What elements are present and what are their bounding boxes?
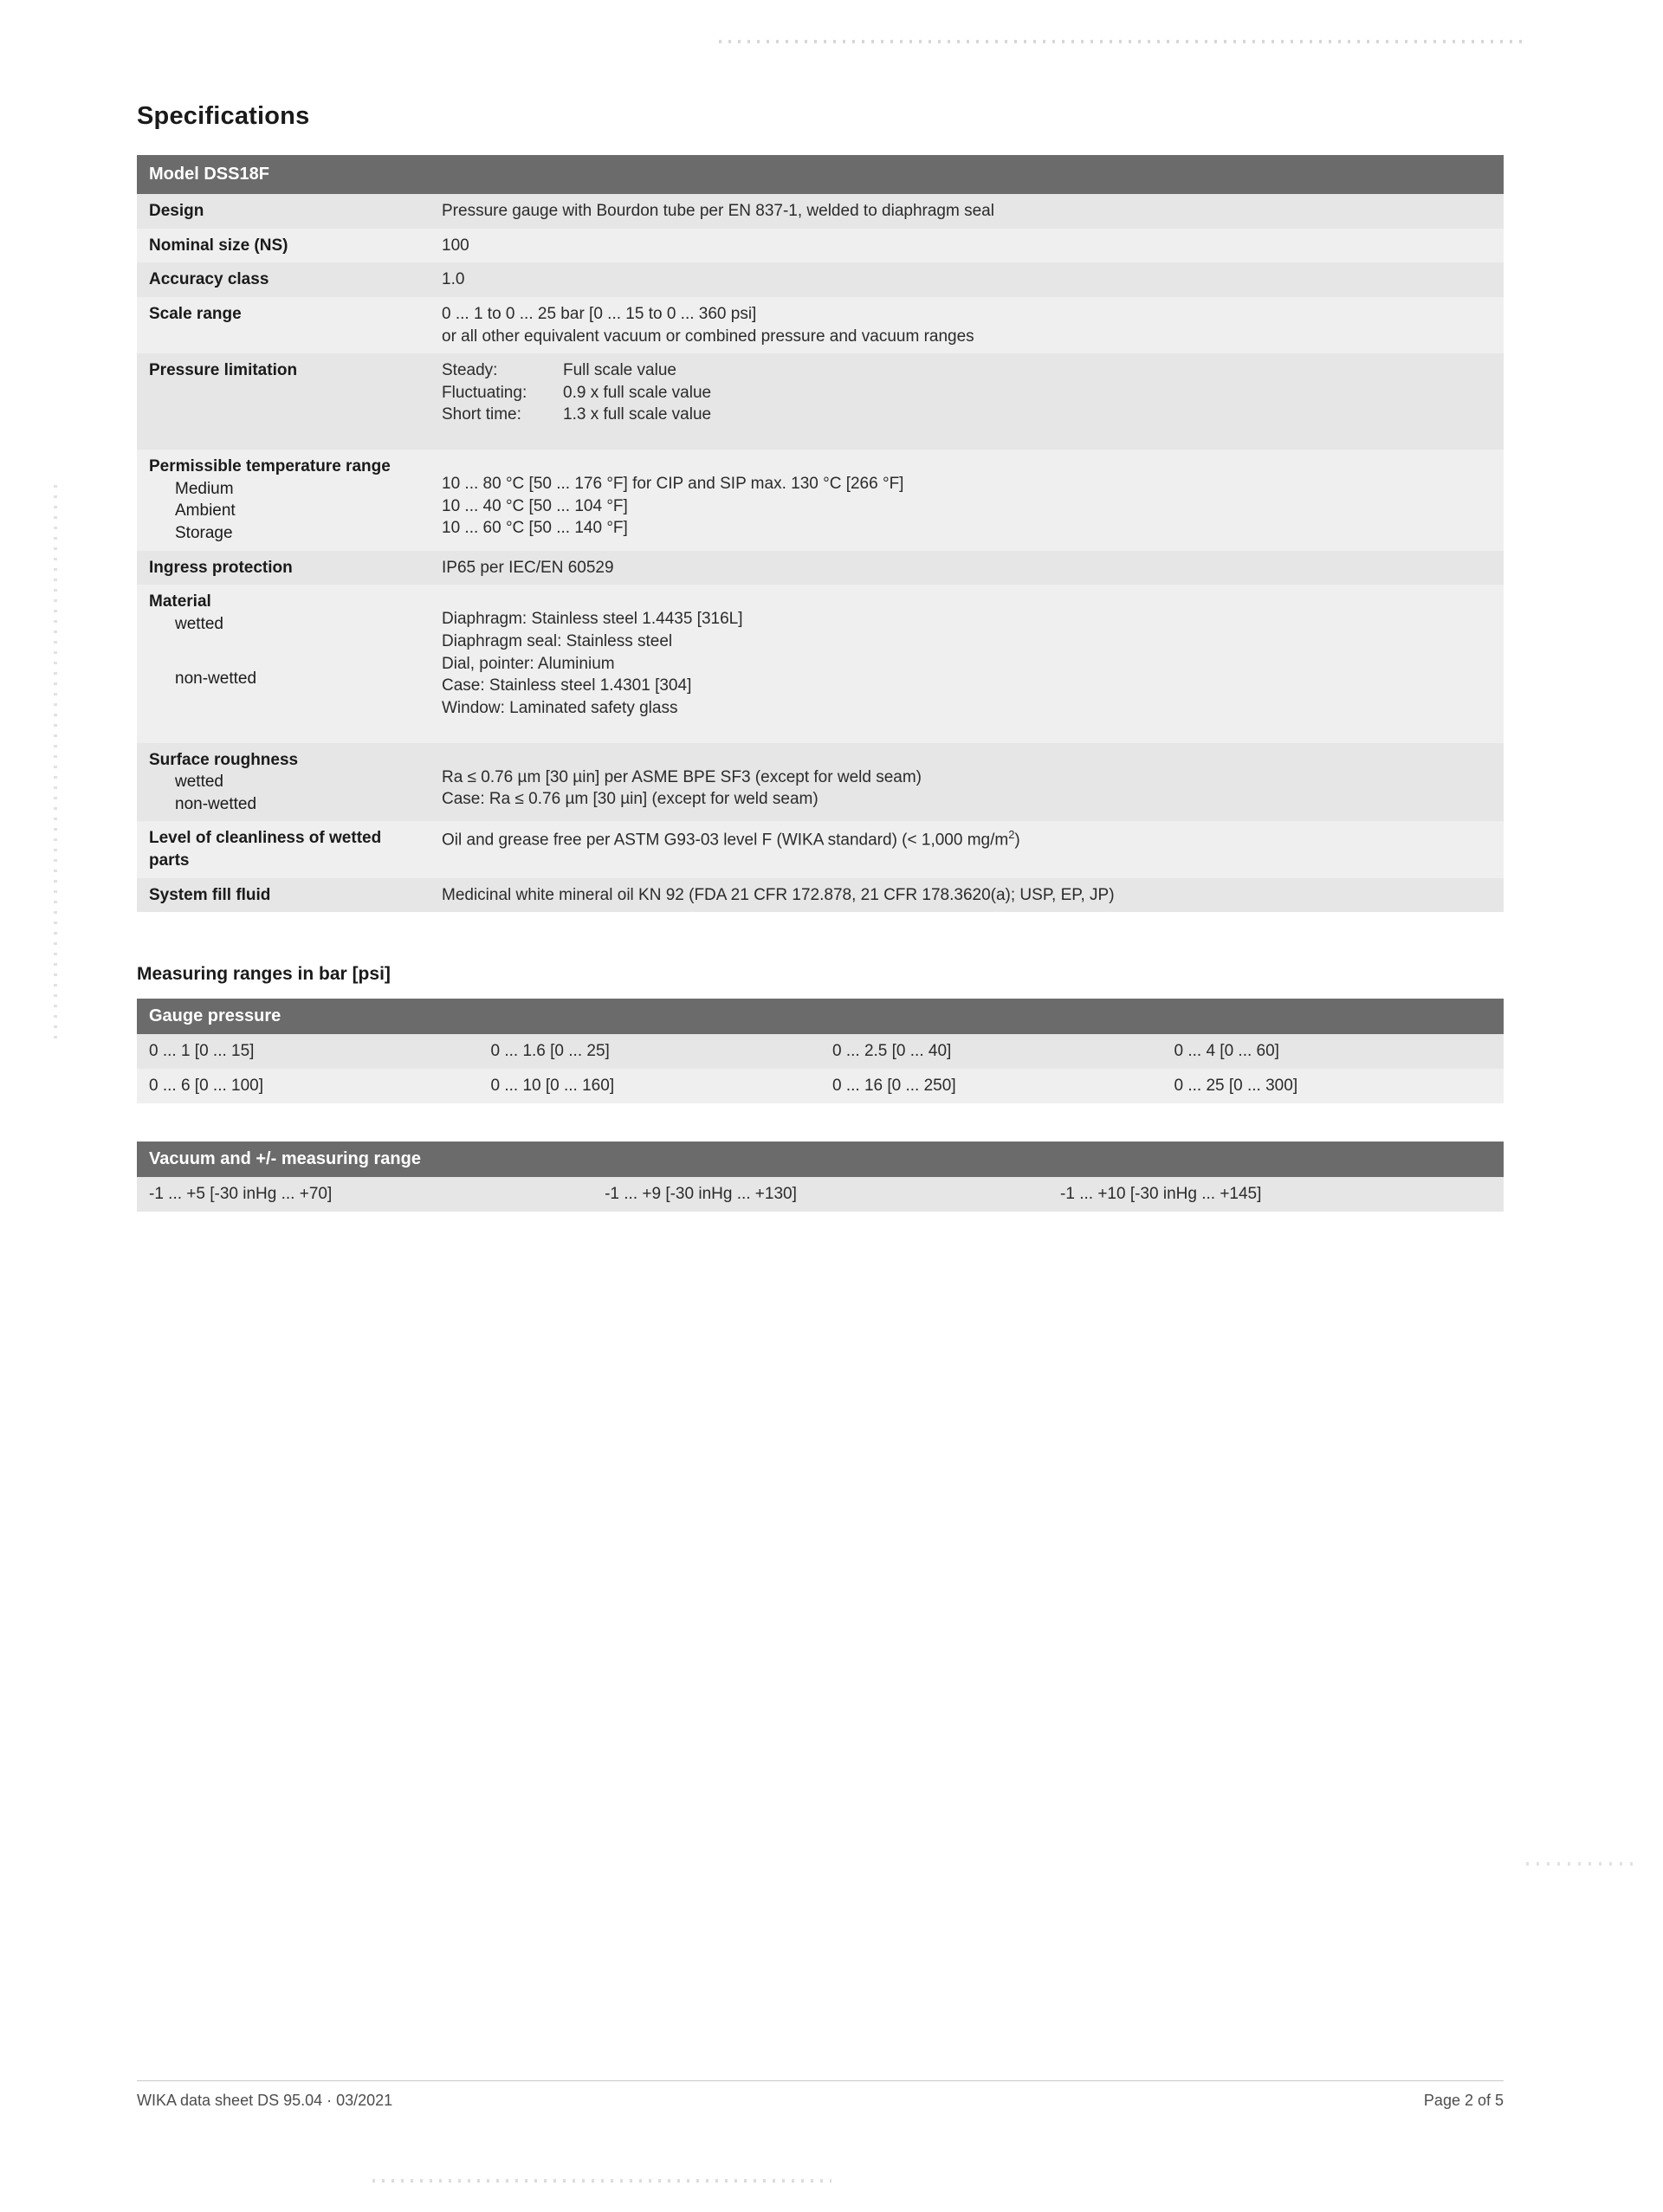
row-label-text: Permissible temperature range xyxy=(149,457,391,476)
row-spacer xyxy=(442,749,1492,766)
table-header-row xyxy=(137,155,1504,194)
table-header-label: Model DSS18F xyxy=(137,155,1504,194)
row-spacer xyxy=(442,426,1492,443)
range-cell: 0 ... 1.6 [0 ... 25] xyxy=(479,1034,821,1069)
table-header-row xyxy=(137,1142,1504,1177)
gauge-pressure-table xyxy=(137,999,1504,1103)
item-value: 0.9 x full scale value xyxy=(563,383,712,402)
range-cell: 0 ... 4 [0 ... 60] xyxy=(1162,1034,1504,1069)
row-label: Pressure limitation xyxy=(137,353,430,450)
row-sublabel: wetted xyxy=(175,773,223,792)
table-row xyxy=(137,1177,1504,1212)
table-row xyxy=(137,262,1504,297)
row-label-text: Surface roughness xyxy=(149,750,299,769)
row-value xyxy=(430,743,1504,822)
row-label: System fill fluid xyxy=(137,878,430,913)
range-cell: 0 ... 16 [0 ... 250] xyxy=(820,1069,1162,1103)
row-sublabel: Storage xyxy=(175,524,233,543)
value-line: 10 ... 80 °C [50 ... 176 °F] for CIP and SIP max. 130 °C [266 °F] xyxy=(442,475,904,494)
row-value xyxy=(430,450,1504,551)
value-line: 10 ... 40 °C [50 ... 104 °F] xyxy=(442,496,628,515)
range-cell: 0 ... 1 [0 ... 15] xyxy=(137,1034,479,1069)
row-spacer xyxy=(442,591,1492,608)
row-value xyxy=(430,585,1504,742)
table-row xyxy=(137,229,1504,263)
row-sublabel: non-wetted xyxy=(175,669,257,688)
range-cell: 0 ... 25 [0 ... 300] xyxy=(1162,1069,1504,1103)
table-row xyxy=(137,585,1504,742)
page-footer xyxy=(137,2080,1504,2110)
row-value: 1.0 xyxy=(430,262,1504,297)
row-label-text: Material xyxy=(149,592,211,611)
table-header-label: Gauge pressure xyxy=(137,999,1504,1034)
range-cell: 0 ... 2.5 [0 ... 40] xyxy=(820,1034,1162,1069)
table-row xyxy=(137,1069,1504,1103)
range-cell: 0 ... 10 [0 ... 160] xyxy=(479,1069,821,1103)
pressure-limitation-item xyxy=(442,404,1492,426)
item-key: Short time: xyxy=(442,405,521,424)
table-row xyxy=(137,297,1504,353)
value-line: Diaphragm: Stainless steel 1.4435 [316L] xyxy=(442,610,743,629)
row-label: Accuracy class xyxy=(137,262,430,297)
row-sublabel: Medium xyxy=(175,479,234,498)
row-sublabel: wetted xyxy=(175,614,223,633)
row-value: IP65 per IEC/EN 60529 xyxy=(430,551,1504,585)
item-key: Steady: xyxy=(442,361,498,380)
vacuum-range-table xyxy=(137,1142,1504,1212)
row-label: Level of cleanliness of wetted parts xyxy=(137,821,430,877)
row-label xyxy=(137,585,430,742)
value-line: or all other equivalent vacuum or combined pressure and vacuum ranges xyxy=(442,327,974,346)
row-value xyxy=(430,297,1504,353)
value-line: Diaphragm seal: Stainless steel xyxy=(442,631,673,650)
row-label: Ingress protection xyxy=(137,551,430,585)
row-value: Pressure gauge with Bourdon tube per EN 837-1, welded to diaphragm seal xyxy=(430,194,1504,229)
pressure-limitation-item xyxy=(442,359,1492,382)
row-label xyxy=(137,743,430,822)
value-line: Case: Stainless steel 1.4301 [304] xyxy=(442,676,692,695)
section-gap xyxy=(137,912,1504,964)
specifications-table xyxy=(137,155,1504,912)
measuring-ranges-title: Measuring ranges in bar [psi] xyxy=(137,964,391,985)
row-spacer xyxy=(442,720,1492,737)
row-label: Design xyxy=(137,194,430,229)
document-content xyxy=(137,102,1504,1212)
row-value: Oil and grease free per ASTM G93-03 level F (WIKA standard) (< 1,000 $mg/m^2$) xyxy=(430,821,1504,877)
value-line: Dial, pointer: Aluminium xyxy=(442,654,615,673)
decorative-dots-bottom xyxy=(372,2179,832,2183)
decorative-dots-top xyxy=(719,40,1524,43)
table-row xyxy=(137,878,1504,913)
page-title: Specifications xyxy=(137,102,310,130)
footer-left-text: WIKA data sheet DS 95.04 · 03/2021 xyxy=(137,2092,393,2109)
table-header-row xyxy=(137,999,1504,1034)
row-value: Medicinal white mineral oil KN 92 (FDA 21 CFR 172.878, 21 CFR 178.3620(a); USP, EP, JP) xyxy=(430,878,1504,913)
pressure-limitation-list xyxy=(442,359,1492,426)
row-sublabel: Ambient xyxy=(175,501,236,521)
table-header-label: Vacuum and +/- measuring range xyxy=(137,1142,1504,1177)
item-value: 1.3 x full scale value xyxy=(563,405,712,424)
row-label xyxy=(137,450,430,551)
value-line: 0 ... 1 to 0 ... 25 bar [0 ... 15 to 0 ... 360 psi] xyxy=(442,304,757,323)
table-row xyxy=(137,194,1504,229)
value-line: Ra ≤ 0.76 µm [30 µin] per ASME BPE SF3 (except for weld seam) xyxy=(442,767,922,786)
value-line: Case: Ra ≤ 0.76 µm [30 µin] (except for weld seam) xyxy=(442,790,819,809)
value-line: Window: Laminated safety glass xyxy=(442,698,678,717)
row-sublabel: non-wetted xyxy=(175,794,257,813)
range-cell: 0 ... 6 [0 ... 100] xyxy=(137,1069,479,1103)
section-gap xyxy=(137,1103,1504,1138)
row-value: 100 xyxy=(430,229,1504,263)
row-label: Scale range xyxy=(137,297,430,353)
decorative-dots-right xyxy=(1526,1862,1639,1866)
row-label: Nominal size (NS) xyxy=(137,229,430,263)
decorative-dots-left xyxy=(54,485,57,1039)
table-row xyxy=(137,1034,1504,1069)
row-value xyxy=(430,353,1504,450)
value-line: 10 ... 60 °C [50 ... 140 °F] xyxy=(442,519,628,538)
table-row xyxy=(137,353,1504,450)
pressure-limitation-item xyxy=(442,382,1492,404)
item-key: Fluctuating: xyxy=(442,383,527,402)
range-cell: -1 ... +10 [-30 inHg ... +145] xyxy=(1048,1177,1504,1212)
table-row xyxy=(137,551,1504,585)
table-row xyxy=(137,821,1504,877)
row-spacer xyxy=(442,456,1492,473)
table-row xyxy=(137,743,1504,822)
range-cell: -1 ... +5 [-30 inHg ... +70] xyxy=(137,1177,592,1212)
footer-right-text: Page 2 of 5 xyxy=(1423,2092,1504,2109)
item-value: Full scale value xyxy=(563,361,676,380)
range-cell: -1 ... +9 [-30 inHg ... +130] xyxy=(592,1177,1048,1212)
table-row xyxy=(137,450,1504,551)
